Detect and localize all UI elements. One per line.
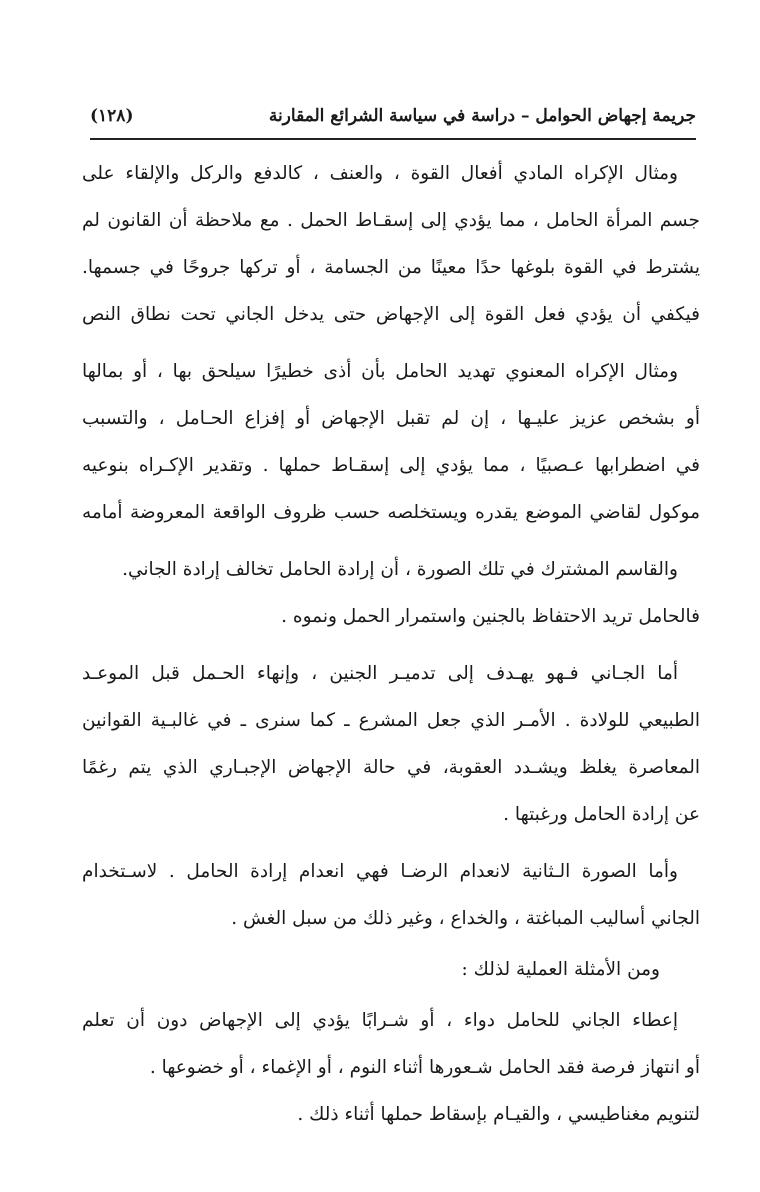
text-line: أو بشخص عزيز عليـها ، إن لم تقبل الإجهاض أو إفزاع الحـامل ، والتسبب (82, 408, 700, 429)
text-line: أما الجـاني فـهو يهـدف إلى تدميـر الجنين ، وإنهاء الحـمل قبل الموعـد (82, 663, 678, 684)
text-line: ومن الأمثلة العملية لذلك : (461, 959, 660, 980)
text-line: جسم المرأة الحامل ، مما يؤدي إلى إسقـاط الحمل . مع ملاحظة أن القانون لم (82, 210, 700, 231)
text-line: ومثال الإكراه المعنوي تهديد الحامل بأن أذى خطيرًا سيلحق بها ، أو بمالها (82, 361, 678, 382)
text-line: الجاني أساليب المباغتة ، والخداع ، وغير ذلك من سبل الغش . (231, 908, 700, 929)
text-line: الطبيعي للولادة . الأمـر الذي جعل المشرع ـ كما سنرى ـ في غالبـية القوانين (82, 710, 700, 731)
text-line: المعاصرة يغلظ ويشـدد العقوبة، في حالة الإجهاض الإجبـاري الذي يتم رغمًا (82, 757, 700, 778)
text-line: والقاسم المشترك في تلك الصورة ، أن إرادة الحامل تخالف إرادة الجاني. (122, 559, 678, 580)
text-line: إعطاء الجاني للحامل دواء ، أو شـرابًا يؤدي إلى الإجهاض دون أن تعلم (82, 1010, 678, 1031)
text-line: في اضطرابها عـصبيًا ، مما يؤدي إلى إسقـاط حملها . وتقدير الإكـراه بنوعيه (82, 455, 700, 476)
text-line: فالحامل تريد الاحتفاظ بالجنين واستمرار الحمل ونموه . (281, 606, 700, 627)
page-number: (١٢٨) (90, 106, 134, 126)
text-line: يشترط في القوة بلوغها حدًا معينًا من الجسامة ، أو تركها جروحًا في جسمها. (82, 257, 700, 278)
text-line: عن إرادة الحامل ورغبتها . (503, 804, 700, 825)
page-body (82, 150, 700, 1138)
text-line: أو انتهاز فرصة فقد الحامل شـعورها أثناء النوم ، أو الإغماء ، أو خضوعها . (149, 1057, 700, 1078)
running-header (90, 100, 696, 140)
text-line: لتنويم مغناطيسي ، والقيـام بإسقاط حملها أثناء ذلك . (297, 1104, 700, 1125)
header-rule (90, 138, 696, 140)
text-line: فيكفي أن يؤدي فعل القوة إلى الإجهاض حتى يدخل الجاني تحت نطاق النص (82, 304, 700, 325)
text-line: وأما الصورة الـثانية لانعدام الرضـا فهي انعدام إرادة الحامل . لاسـتخدام (82, 861, 678, 882)
text-line: موكول لقاضي الموضع يقدره ويستخلصه حسب ظروف الواقعة المعروضة أمامه (82, 502, 700, 523)
text-line: ومثال الإكراه المادي أفعال القوة ، والعنف ، كالدفع والركل والإلقاء على (82, 163, 678, 184)
header-title: جريمة إجهاض الحوامل – دراسة في سياسة الشرائع المقارنة (268, 106, 696, 126)
